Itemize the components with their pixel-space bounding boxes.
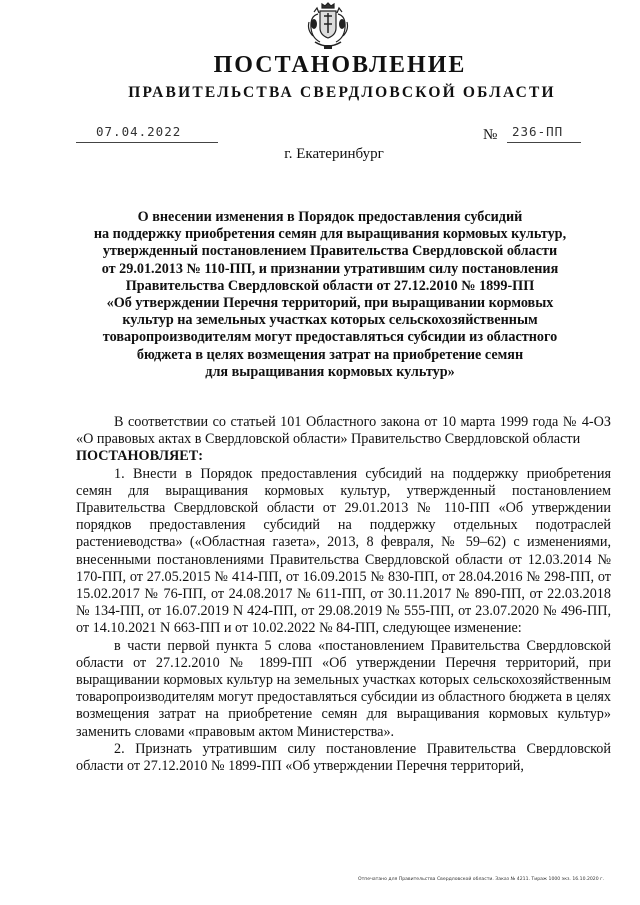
coat-of-arms-icon: [305, 2, 351, 52]
document-heading: [90, 209, 570, 381]
issuing-authority: ПРАВИТЕЛЬСТВА СВЕРДЛОВСКОЙ ОБЛАСТИ: [128, 84, 556, 101]
item-1-amendment-paragraph: в части первой пункта 5 слова «постановлением Правительства Свердловской области от 27.12.2010 № 1899-ПП «Об утверждении Перечня территорий, при выращивании кормовых культур на земельных участках которых сельскохозяйственным товаропроизводителям могут предоставляться субсидии из областного бюджета в целях возмещения затрат на приобретение семян для выращивания кормовых культур» заменить словами «правовым актом Министерства».: [76, 637, 611, 740]
number-underline: [507, 142, 581, 143]
document-type-title: ПОСТАНОВЛЕНИЕ: [213, 52, 467, 78]
heading-line: культур на земельных участках которых сельскохозяйственным: [122, 312, 538, 329]
heading-line: О внесении изменения в Порядок предоставления субсидий: [137, 209, 523, 225]
date-underline: [76, 142, 218, 143]
item-1-paragraph: 1. Внести в Порядок предоставления субсидий на поддержку приобретения семян для выращивания кормовых культур, утвержденный постановлением Правительства Свердловской области от 29.01.2013 № 110-ПП «Об утверждении порядков предоставления субсидий на поддержку отдельных подотраслей растениеводства» («Областная газета», 2013, 8 февраля, № 59–62) с изменениями, внесенными постановлениями Правительства Свердловской области от 12.03.2014 № 170-ПП, от 27.05.2015 № 414-ПП, от 16.09.2015 № 830-ПП, от 28.04.2016 № 298-ПП, от 15.02.2017 № 76-ПП, от 24.08.2017 № 611-ПП, от 30.11.2017 № 890-ПП, от 22.03.2018 № 134-ПП, от 16.07.2019 N 424-ПП, от 29.08.2019 № 555-ПП, от 23.07.2020 № 496-ПП, от 14.10.2021 N 663-ПП и от 10.02.2022 № 84-ПП, следующее изменение:: [76, 465, 611, 637]
document-body: [76, 414, 611, 775]
heading-line: для выращивания кормовых культур»: [205, 363, 455, 380]
decree-word: ПОСТАНОВЛЯЕТ:: [76, 448, 203, 465]
document-number: 236-ПП: [512, 124, 564, 139]
heading-line: товаропроизводителям могут предоставляться субсидии из областного: [102, 329, 558, 346]
heading-line: от 29.01.2013 № 110-ПП, и признании утратившим силу постановления: [101, 260, 559, 277]
print-note: Отпечатано для Правительства Свердловской области. Заказ № 4211. Тираж 1000 экз. 16.10.2020 г.: [358, 877, 604, 882]
preamble-paragraph: В соответствии со статьей 101 Областного закона от 10 марта 1999 года № 4-ОЗ «О правовых актах в Свердловской области» Правительство Свердловской области: [76, 414, 611, 448]
item-2-paragraph: 2. Признать утратившим силу постановление Правительства Свердловской области от 27.12.2010 № 1899-ПП «Об утверждении Перечня территорий,: [76, 740, 611, 775]
document-date: 07.04.2022: [96, 124, 182, 139]
heading-line: на поддержку приобретения семян для выращивания кормовых культур,: [93, 226, 567, 243]
city: г. Екатеринбург: [284, 146, 384, 162]
number-sign: №: [483, 127, 498, 143]
heading-line: бюджета в целях возмещения затрат на приобретение семян: [136, 346, 524, 363]
heading-line: «Об утверждении Перечня территорий, при выращивании кормовых: [106, 295, 554, 312]
heading-line: утвержденный постановлением Правительства Свердловской области: [102, 243, 558, 260]
heading-line: Правительства Свердловской области от 27.12.2010 № 1899-ПП: [125, 277, 535, 294]
